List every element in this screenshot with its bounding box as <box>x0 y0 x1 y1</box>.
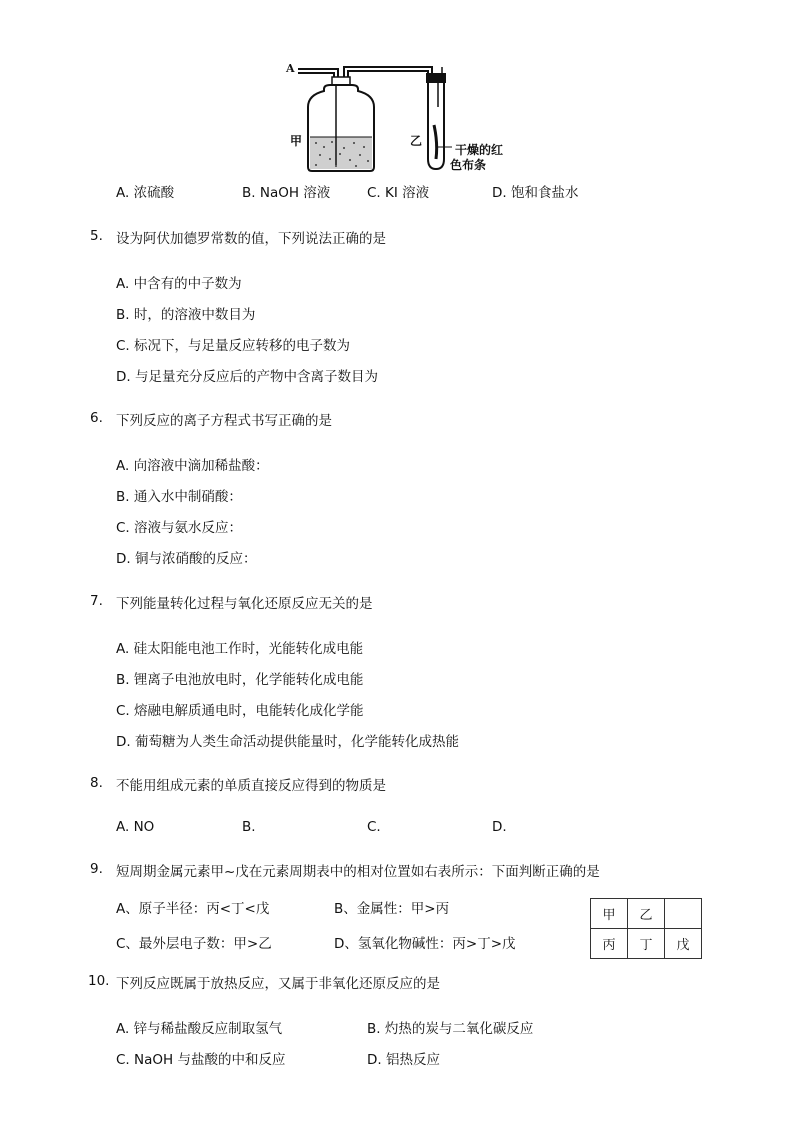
q7-option-a: A. 硅太阳能电池工作时，光能转化成电能 <box>116 641 364 657</box>
q6-option-a: A. 向溶液中滴加稀盐酸： <box>116 458 269 474</box>
q9-option-d: D、氢氧化物碱性：丙>丁>戊 <box>334 936 516 952</box>
q10-option-a: A. 锌与稀盐酸反应制取氢气 <box>116 1021 283 1037</box>
q7-option-b: B. 锂离子电池放电时，化学能转化成电能 <box>116 672 364 688</box>
q10-option-d: D. 铝热反应 <box>367 1052 440 1068</box>
label-jia: 甲 <box>290 134 303 148</box>
table-row <box>591 899 702 929</box>
q10-stem: 下列反应既属于放热反应，又属于非氧化还原反应的是 <box>116 976 440 992</box>
q8-option-c: C. <box>367 819 381 835</box>
q7-stem: 下列能量转化过程与氧化还原反应无关的是 <box>116 596 373 612</box>
q8-number: 8. <box>90 775 103 791</box>
q8-option-a: A. NO <box>116 819 155 835</box>
table-cell: 丙 <box>591 929 628 959</box>
q6-option-b: B. 通入水中制硝酸： <box>116 489 242 505</box>
q5-option-a: A. 中含有的中子数为 <box>116 276 242 292</box>
label-yi: 乙 <box>410 134 423 148</box>
q5-option-c: C. 标况下，与足量反应转移的电子数为 <box>116 338 351 354</box>
table-cell: 丁 <box>628 929 665 959</box>
label-strip-line1: 干燥的红 <box>455 143 504 157</box>
q6-option-d: D. 铜与浓硝酸的反应： <box>116 551 257 567</box>
table-cell: 乙 <box>628 899 665 929</box>
q4-option-d: D. 饱和食盐水 <box>492 185 579 201</box>
table-cell <box>665 899 702 929</box>
liquid <box>310 137 372 169</box>
q9-option-c: C、最外层电子数：甲>乙 <box>116 936 272 952</box>
connecting-tube <box>344 67 432 81</box>
q4-option-b: B. NaOH 溶液 <box>242 185 331 201</box>
label-a: A <box>286 62 295 75</box>
q8-stem: 不能用组成元素的单质直接反应得到的物质是 <box>116 778 386 794</box>
q5-stem: 设为阿伏加德罗常数的值，下列说法正确的是 <box>116 231 386 247</box>
q7-number: 7. <box>90 593 103 609</box>
q6-number: 6. <box>90 410 103 426</box>
q5-number: 5. <box>90 228 103 244</box>
q5-option-d: D. 与足量充分反应后的产物中含离子数目为 <box>116 369 378 385</box>
periodic-table-fragment <box>590 898 702 959</box>
q8-option-b: B. <box>242 819 256 835</box>
q9-option-b: B、金属性：甲>丙 <box>334 901 450 917</box>
q4-option-a: A. 浓硫酸 <box>116 185 175 201</box>
q10-option-c: C. NaOH 与盐酸的中和反应 <box>116 1052 286 1068</box>
q8-option-d: D. <box>492 819 507 835</box>
q5-option-b: B. 时，的溶液中数目为 <box>116 307 256 323</box>
q10-number: 10. <box>88 973 110 989</box>
q6-stem: 下列反应的离子方程式书写正确的是 <box>116 413 332 429</box>
q10-option-b: B. 灼热的炭与二氧化碳反应 <box>367 1021 534 1037</box>
q9-option-a: A、原子半径：丙<丁<戊 <box>116 901 270 917</box>
q9-number: 9. <box>90 861 103 877</box>
test-tube-stopper <box>426 73 446 83</box>
q4-option-c: C. KI 溶液 <box>367 185 430 201</box>
table-cell: 甲 <box>591 899 628 929</box>
q7-option-d: D. 葡萄糖为人类生命活动提供能量时，化学能转化成热能 <box>116 734 459 750</box>
q7-option-c: C. 熔融电解质通电时，电能转化成化学能 <box>116 703 364 719</box>
table-cell: 戊 <box>665 929 702 959</box>
q9-stem: 短周期金属元素甲~戊在元素周期表中的相对位置如右表所示：下面判断正确的是 <box>116 864 600 880</box>
bottle-stopper <box>332 77 350 85</box>
label-strip-line2: 色布条 <box>450 158 487 172</box>
table-row <box>591 929 702 959</box>
q6-option-c: C. 溶液与氨水反应： <box>116 520 243 536</box>
